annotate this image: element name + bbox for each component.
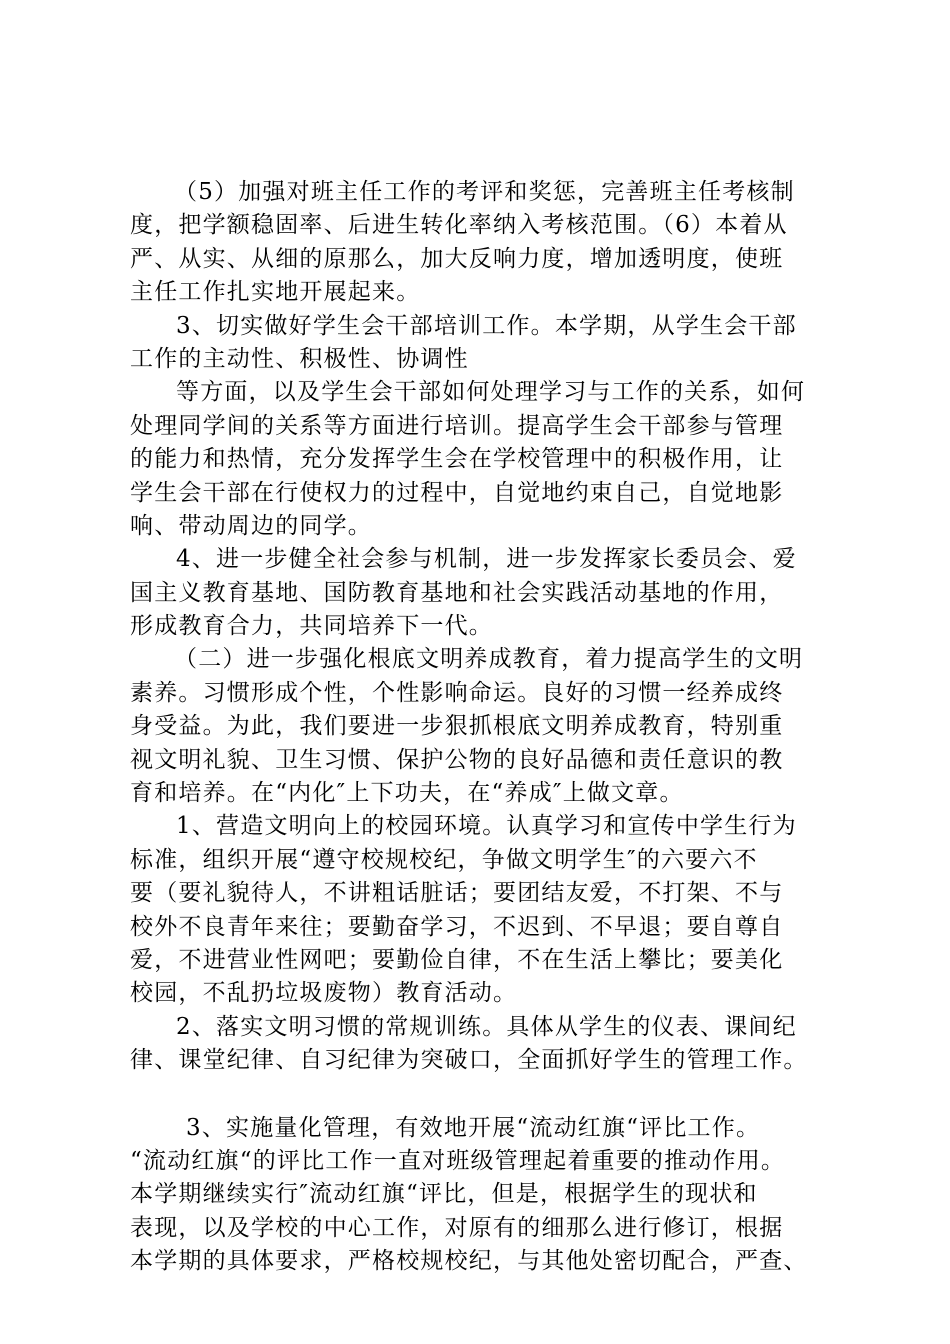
text-line: 主任工作扎实地开展起来。 <box>130 279 421 306</box>
text-line: 素养。习惯形成个性，个性影响命运。良好的习惯一经养成终 <box>130 679 784 706</box>
text-line: 严、从实、从细的原那么，加大反响力度，增加透明度，使班 <box>130 245 784 272</box>
text-line: 身受益。为此，我们要进一步狠抓根底文明养成教育，特别重 <box>130 713 784 740</box>
text-line: 2、落实文明习惯的常规训练。具体从学生的仪表、课间纪 <box>176 1013 797 1040</box>
text-line: 表现，以及学校的中心工作，对原有的细那么进行修订，根据 <box>130 1214 784 1241</box>
text-line: 校外不良青年来往；要勤奋学习，不迟到、不早退；要自尊自 <box>130 913 784 940</box>
text-line: 度，把学额稳固率、后进生转化率纳入考核范围。（6）本着从 <box>130 212 788 239</box>
text-line: 处理同学间的关系等方面进行培训。提高学生会干部参与管理 <box>130 412 784 439</box>
text-line: 育和培养。在“内化″上下功夫，在“养成″上做文章。 <box>130 780 684 807</box>
text-line: 1、营造文明向上的校园环境。认真学习和宣传中学生行为 <box>176 813 797 840</box>
text-line: 视文明礼貌、卫生习惯、保护公物的良好品德和责任意识的教 <box>130 746 784 773</box>
text-line: 学生会干部在行使权力的过程中，自觉地约束自己，自觉地影 <box>130 479 784 506</box>
text-line: （二）进一步强化根底文明养成教育，着力提高学生的文明 <box>174 646 804 673</box>
text-line: 3、切实做好学生会干部培训工作。本学期，从学生会干部 <box>176 312 797 339</box>
text-line: 校园，不乱扔垃圾废物）教育活动。 <box>130 980 518 1007</box>
text-line: 爱，不进营业性网吧；要勤俭自律，不在生活上攀比；要美化 <box>130 946 784 973</box>
text-line: 标准，组织开展“遵守校规校纪，争做文明学生″的六要六不 <box>130 846 758 873</box>
text-line: 响、带动周边的同学。 <box>130 512 372 539</box>
text-line: 等方面，以及学生会干部如何处理学习与工作的关系，如何 <box>176 379 806 406</box>
text-line: 要（要礼貌待人，不讲粗话脏话；要团结友爱，不打架、不与 <box>130 880 784 907</box>
text-line: 3、实施量化管理，有效地开展“流动红旗“评比工作。 <box>186 1114 761 1141</box>
text-line: 本学期继续实行″流动红旗“评比，但是，根据学生的现状和 <box>130 1181 758 1208</box>
text-line: 形成教育合力，共同培养下一代。 <box>130 613 493 640</box>
text-line: 本学期的具体要求，严格校规校纪，与其他处密切配合，严查、 <box>130 1248 808 1275</box>
text-line: 工作的主动性、积极性、协调性 <box>130 345 469 372</box>
text-line: 律、课堂纪律、自习纪律为突破口，全面抓好学生的管理工作。 <box>130 1047 808 1074</box>
text-line: 4、进一步健全社会参与机制，进一步发挥家长委员会、爱 <box>176 546 797 573</box>
text-line: 国主义教育基地、国防教育基地和社会实践活动基地的作用， <box>130 579 784 606</box>
text-line: 的能力和热情，充分发挥学生会在学校管理中的积极作用，让 <box>130 446 784 473</box>
text-line: （5）加强对班主任工作的考评和奖惩，完善班主任考核制 <box>174 179 795 205</box>
text-line: “流动红旗“的评比工作一直对班级管理起着重要的推动作用。 <box>130 1147 786 1174</box>
document-body <box>130 176 850 1279</box>
